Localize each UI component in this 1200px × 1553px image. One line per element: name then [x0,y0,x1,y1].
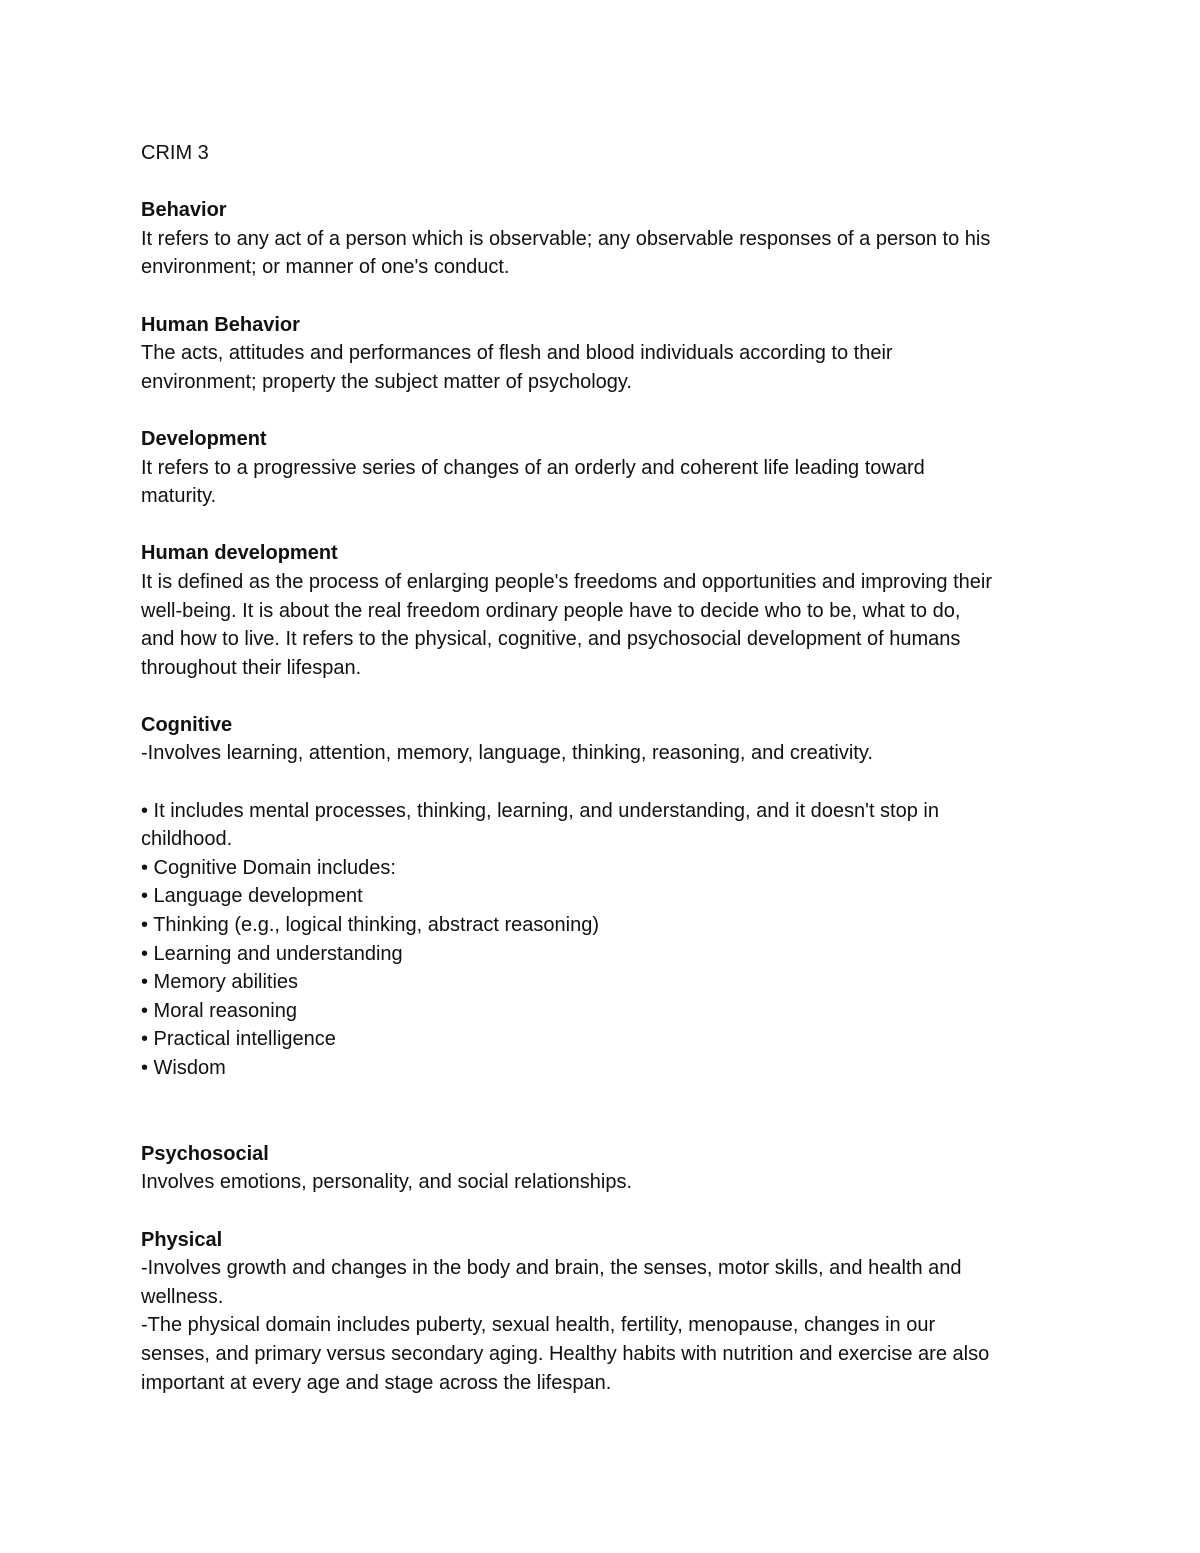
section-heading-physical: Physical [141,1228,223,1251]
paragraph-line: -The physical domain includes puberty, sexual health, fertility, menopause, changes in our [141,1314,936,1337]
bullet-line: • Language development [141,885,363,908]
bullet-line: • It includes mental processes, thinking, learning, and understanding, and it doesn't stop in [141,799,939,822]
paragraph-line: throughout their lifespan. [141,656,362,679]
paragraph-line: and how to live. It refers to the physical, cognitive, and psychosocial development of humans [141,628,961,651]
paragraph-line: well-being. It is about the real freedom ordinary people have to decide who to be, what to do, [141,599,961,622]
paragraph-line: environment; property the subject matter of psychology. [141,370,632,393]
spacer [141,1083,1071,1112]
spacer [141,511,1071,540]
paragraph-line: environment; or manner of one's conduct. [141,256,510,279]
bullet-line: • Memory abilities [141,971,299,994]
section-heading-human-development: Human development [141,542,338,565]
paragraph-line: It refers to a progressive series of changes of an orderly and coherent life leading toward [141,456,925,479]
bullet-line: • Moral reasoning [141,999,297,1022]
bullet-line: • Wisdom [141,1057,226,1079]
spacer [141,168,1071,197]
paragraph-line: The acts, attitudes and performances of flesh and blood individuals according to their [141,342,893,365]
section-heading-human-behavior: Human Behavior [141,313,300,336]
paragraph-line: Involves emotions, personality, and social relationships. [141,1171,632,1194]
paragraph-line: -Involves growth and changes in the body and brain, the senses, motor skills, and health and [141,1257,962,1280]
paragraph-line: senses, and primary versus secondary aging. Healthy habits with nutrition and exercise are also [141,1342,990,1365]
spacer [141,768,1071,797]
document-body [141,139,1071,1397]
paragraph-line: maturity. [141,485,217,508]
section-heading-cognitive: Cognitive [141,713,233,736]
paragraph-line: important at every age and stage across the lifespan. [141,1371,612,1394]
paragraph-line: It refers to any act of a person which is observable; any observable responses of a person to his [141,227,991,250]
paragraph-line: wellness. [141,1285,224,1308]
spacer [141,282,1071,311]
bullet-line: • Cognitive Domain includes: [141,856,396,879]
bullet-line: • Thinking (e.g., logical thinking, abstract reasoning) [141,914,599,937]
bullet-line: • Practical intelligence [141,1028,336,1051]
section-heading-behavior: Behavior [141,199,227,222]
spacer [141,1197,1071,1226]
document-title: CRIM 3 [141,142,209,164]
section-heading-psychosocial: Psychosocial [141,1142,269,1165]
paragraph-line: It is defined as the process of enlarging people's freedoms and opportunities and improving their [141,570,992,593]
paragraph-line: -Involves learning, attention, memory, language, thinking, reasoning, and creativity. [141,742,873,765]
spacer [141,396,1071,425]
spacer [141,682,1071,711]
bullet-line: childhood. [141,828,233,851]
bullet-line: • Learning and understanding [141,942,403,965]
section-heading-development: Development [141,427,267,450]
spacer [141,1111,1071,1140]
